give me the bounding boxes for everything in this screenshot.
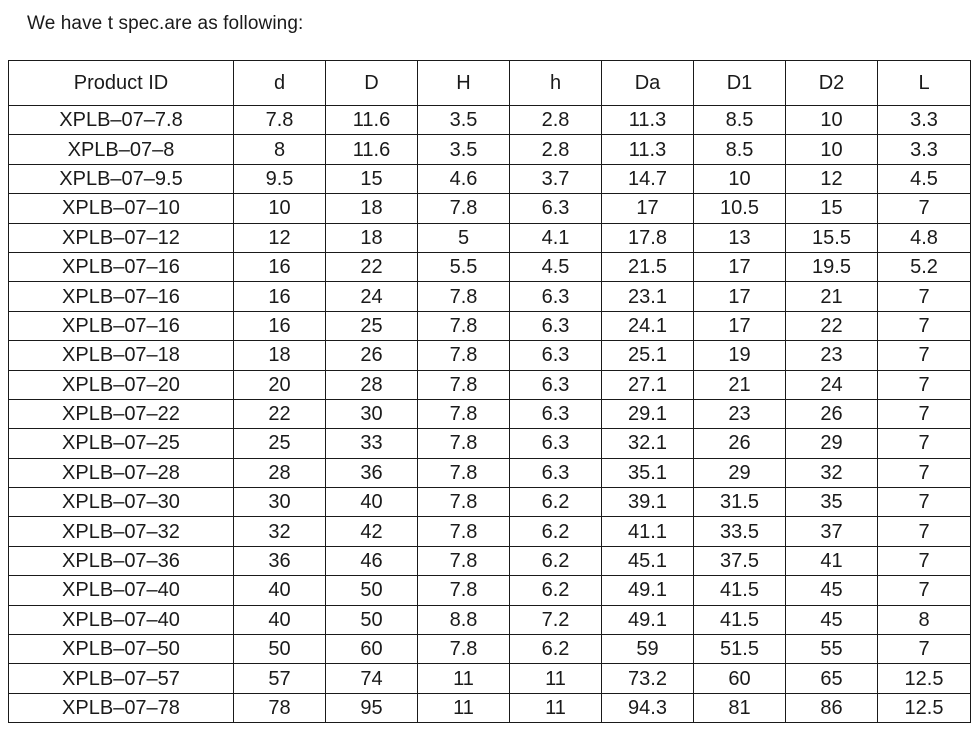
- table-cell: 31.5: [694, 488, 786, 517]
- table-cell: 19: [694, 341, 786, 370]
- table-cell: 18: [234, 341, 326, 370]
- table-cell: 33.5: [694, 517, 786, 546]
- table-cell: 17.8: [602, 223, 694, 252]
- table-cell: 41.5: [694, 576, 786, 605]
- table-cell: 7: [878, 546, 971, 575]
- table-cell: 81: [694, 693, 786, 722]
- product-id-cell: XPLB–07–22: [9, 399, 234, 428]
- table-row: [9, 399, 971, 428]
- table-row: [9, 488, 971, 517]
- table-cell: 37: [786, 517, 878, 546]
- table-cell: 7: [878, 429, 971, 458]
- table-cell: 50: [326, 576, 418, 605]
- table-cell: 25: [234, 429, 326, 458]
- table-cell: 17: [602, 194, 694, 223]
- table-cell: 7.8: [418, 429, 510, 458]
- table-cell: 37.5: [694, 546, 786, 575]
- table-row: [9, 282, 971, 311]
- table-cell: 7.8: [418, 546, 510, 575]
- table-cell: 12: [786, 164, 878, 193]
- table-cell: 15: [326, 164, 418, 193]
- table-cell: 21.5: [602, 252, 694, 281]
- table-cell: 8: [878, 605, 971, 634]
- table-cell: 8.8: [418, 605, 510, 634]
- table-cell: 42: [326, 517, 418, 546]
- table-cell: 7: [878, 488, 971, 517]
- table-cell: 22: [326, 252, 418, 281]
- table-cell: 7.8: [418, 341, 510, 370]
- table-cell: 11: [418, 693, 510, 722]
- table-cell: 16: [234, 311, 326, 340]
- table-cell: 11.3: [602, 135, 694, 164]
- table-cell: 6.3: [510, 458, 602, 487]
- table-cell: 3.5: [418, 135, 510, 164]
- product-id-cell: XPLB–07–25: [9, 429, 234, 458]
- product-id-cell: XPLB–07–7.8: [9, 106, 234, 135]
- product-id-cell: XPLB–07–9.5: [9, 164, 234, 193]
- table-row: [9, 106, 971, 135]
- table-cell: 26: [694, 429, 786, 458]
- table-cell: 49.1: [602, 605, 694, 634]
- table-cell: 23: [786, 341, 878, 370]
- table-cell: 12.5: [878, 693, 971, 722]
- product-id-cell: XPLB–07–50: [9, 635, 234, 664]
- table-cell: 45: [786, 605, 878, 634]
- table-cell: 8.5: [694, 106, 786, 135]
- table-cell: 86: [786, 693, 878, 722]
- spec-table: [8, 60, 971, 723]
- table-cell: 28: [326, 370, 418, 399]
- table-cell: 12: [234, 223, 326, 252]
- table-cell: 17: [694, 282, 786, 311]
- table-cell: 7.2: [510, 605, 602, 634]
- table-cell: 22: [234, 399, 326, 428]
- table-cell: 7.8: [418, 194, 510, 223]
- table-cell: 6.3: [510, 341, 602, 370]
- product-id-cell: XPLB–07–30: [9, 488, 234, 517]
- product-id-cell: XPLB–07–16: [9, 252, 234, 281]
- table-row: [9, 458, 971, 487]
- table-cell: 73.2: [602, 664, 694, 693]
- table-cell: 18: [326, 223, 418, 252]
- table-cell: 6.3: [510, 311, 602, 340]
- table-row: [9, 194, 971, 223]
- table-cell: 45.1: [602, 546, 694, 575]
- table-cell: 49.1: [602, 576, 694, 605]
- table-cell: 6.2: [510, 635, 602, 664]
- product-id-cell: XPLB–07–36: [9, 546, 234, 575]
- table-cell: 41: [786, 546, 878, 575]
- table-cell: 6.3: [510, 429, 602, 458]
- table-cell: 4.5: [878, 164, 971, 193]
- table-cell: 15.5: [786, 223, 878, 252]
- table-cell: 10: [786, 106, 878, 135]
- table-cell: 6.2: [510, 488, 602, 517]
- table-cell: 33: [326, 429, 418, 458]
- table-cell: 17: [694, 311, 786, 340]
- table-cell: 57: [234, 664, 326, 693]
- table-cell: 50: [234, 635, 326, 664]
- table-cell: 50: [326, 605, 418, 634]
- table-cell: 41.1: [602, 517, 694, 546]
- table-cell: 7: [878, 635, 971, 664]
- table-cell: 60: [694, 664, 786, 693]
- table-cell: 3.3: [878, 106, 971, 135]
- table-cell: 11.6: [326, 135, 418, 164]
- table-cell: 3.5: [418, 106, 510, 135]
- table-cell: 7.8: [418, 635, 510, 664]
- product-id-cell: XPLB–07–28: [9, 458, 234, 487]
- table-cell: 30: [234, 488, 326, 517]
- table-row: [9, 546, 971, 575]
- table-cell: 8.5: [694, 135, 786, 164]
- table-cell: 78: [234, 693, 326, 722]
- product-id-cell: XPLB–07–16: [9, 311, 234, 340]
- table-cell: 25.1: [602, 341, 694, 370]
- product-id-cell: XPLB–07–12: [9, 223, 234, 252]
- column-header-l: L: [878, 61, 971, 106]
- table-row: [9, 252, 971, 281]
- product-id-cell: XPLB–07–18: [9, 341, 234, 370]
- table-cell: 6.3: [510, 282, 602, 311]
- table-cell: 24: [786, 370, 878, 399]
- table-cell: 26: [786, 399, 878, 428]
- table-cell: 3.3: [878, 135, 971, 164]
- table-cell: 36: [234, 546, 326, 575]
- table-row: [9, 635, 971, 664]
- table-cell: 11: [510, 664, 602, 693]
- table-cell: 17: [694, 252, 786, 281]
- table-cell: 10: [786, 135, 878, 164]
- table-cell: 14.7: [602, 164, 694, 193]
- product-id-cell: XPLB–07–40: [9, 605, 234, 634]
- column-header-h-height: h: [510, 61, 602, 106]
- table-cell: 7.8: [234, 106, 326, 135]
- table-cell: 9.5: [234, 164, 326, 193]
- table-cell: 51.5: [694, 635, 786, 664]
- table-cell: 5.2: [878, 252, 971, 281]
- table-cell: 27.1: [602, 370, 694, 399]
- product-id-cell: XPLB–07–32: [9, 517, 234, 546]
- product-id-cell: XPLB–07–40: [9, 576, 234, 605]
- table-cell: 7.8: [418, 370, 510, 399]
- table-cell: 16: [234, 252, 326, 281]
- table-cell: 95: [326, 693, 418, 722]
- column-header-d-outer: D: [326, 61, 418, 106]
- table-cell: 60: [326, 635, 418, 664]
- table-cell: 7.8: [418, 458, 510, 487]
- table-cell: 29: [694, 458, 786, 487]
- table-cell: 10: [694, 164, 786, 193]
- table-cell: 6.2: [510, 576, 602, 605]
- table-cell: 2.8: [510, 106, 602, 135]
- table-cell: 55: [786, 635, 878, 664]
- table-header-row: [9, 61, 971, 106]
- table-cell: 7: [878, 194, 971, 223]
- table-cell: 13: [694, 223, 786, 252]
- table-cell: 45: [786, 576, 878, 605]
- product-id-cell: XPLB–07–10: [9, 194, 234, 223]
- table-cell: 4.8: [878, 223, 971, 252]
- table-cell: 35: [786, 488, 878, 517]
- table-row: [9, 664, 971, 693]
- table-cell: 7.8: [418, 311, 510, 340]
- table-cell: 29: [786, 429, 878, 458]
- table-cell: 32.1: [602, 429, 694, 458]
- product-id-cell: XPLB–07–78: [9, 693, 234, 722]
- table-cell: 7.8: [418, 576, 510, 605]
- table-row: [9, 370, 971, 399]
- table-row: [9, 429, 971, 458]
- table-cell: 19.5: [786, 252, 878, 281]
- column-header-d1: D1: [694, 61, 786, 106]
- table-cell: 94.3: [602, 693, 694, 722]
- table-cell: 7: [878, 311, 971, 340]
- product-id-cell: XPLB–07–16: [9, 282, 234, 311]
- table-cell: 11.3: [602, 106, 694, 135]
- table-cell: 22: [786, 311, 878, 340]
- table-row: [9, 576, 971, 605]
- table-row: [9, 341, 971, 370]
- table-cell: 46: [326, 546, 418, 575]
- table-cell: 20: [234, 370, 326, 399]
- table-cell: 11.6: [326, 106, 418, 135]
- table-cell: 40: [234, 605, 326, 634]
- table-cell: 16: [234, 282, 326, 311]
- table-row: [9, 311, 971, 340]
- table-body: [9, 106, 971, 723]
- table-cell: 4.6: [418, 164, 510, 193]
- column-header-d: d: [234, 61, 326, 106]
- product-id-cell: XPLB–07–20: [9, 370, 234, 399]
- table-cell: 36: [326, 458, 418, 487]
- table-cell: 7.8: [418, 517, 510, 546]
- table-row: [9, 223, 971, 252]
- table-cell: 23.1: [602, 282, 694, 311]
- table-row: [9, 693, 971, 722]
- table-cell: 18: [326, 194, 418, 223]
- column-header-da: Da: [602, 61, 694, 106]
- table-cell: 41.5: [694, 605, 786, 634]
- table-row: [9, 164, 971, 193]
- table-cell: 7.8: [418, 399, 510, 428]
- table-cell: 7: [878, 341, 971, 370]
- table-cell: 7: [878, 370, 971, 399]
- table-cell: 29.1: [602, 399, 694, 428]
- column-header-d2: D2: [786, 61, 878, 106]
- table-cell: 25: [326, 311, 418, 340]
- table-cell: 11: [510, 693, 602, 722]
- table-cell: 32: [786, 458, 878, 487]
- table-cell: 74: [326, 664, 418, 693]
- table-cell: 5: [418, 223, 510, 252]
- table-cell: 6.3: [510, 370, 602, 399]
- table-cell: 5.5: [418, 252, 510, 281]
- table-cell: 4.1: [510, 223, 602, 252]
- column-header-h: H: [418, 61, 510, 106]
- table-cell: 26: [326, 341, 418, 370]
- table-cell: 7: [878, 282, 971, 311]
- table-cell: 39.1: [602, 488, 694, 517]
- table-cell: 7: [878, 576, 971, 605]
- table-cell: 65: [786, 664, 878, 693]
- intro-text: We have t spec.are as following:: [27, 13, 304, 34]
- table-cell: 21: [786, 282, 878, 311]
- table-cell: 6.3: [510, 194, 602, 223]
- table-cell: 10.5: [694, 194, 786, 223]
- table-row: [9, 605, 971, 634]
- table-cell: 10: [234, 194, 326, 223]
- column-header-product-id: Product ID: [9, 61, 234, 106]
- table-cell: 6.2: [510, 546, 602, 575]
- table-cell: 7.8: [418, 282, 510, 311]
- table-cell: 15: [786, 194, 878, 223]
- table-cell: 24.1: [602, 311, 694, 340]
- table-cell: 3.7: [510, 164, 602, 193]
- table-cell: 40: [234, 576, 326, 605]
- table-row: [9, 135, 971, 164]
- product-id-cell: XPLB–07–8: [9, 135, 234, 164]
- table-cell: 35.1: [602, 458, 694, 487]
- table-row: [9, 517, 971, 546]
- table-cell: 7: [878, 458, 971, 487]
- table-cell: 24: [326, 282, 418, 311]
- table-cell: 30: [326, 399, 418, 428]
- table-cell: 40: [326, 488, 418, 517]
- table-cell: 59: [602, 635, 694, 664]
- table-cell: 12.5: [878, 664, 971, 693]
- table-cell: 6.2: [510, 517, 602, 546]
- table-cell: 8: [234, 135, 326, 164]
- table-cell: 11: [418, 664, 510, 693]
- table-cell: 21: [694, 370, 786, 399]
- table-cell: 6.3: [510, 399, 602, 428]
- product-id-cell: XPLB–07–57: [9, 664, 234, 693]
- table-cell: 2.8: [510, 135, 602, 164]
- table-cell: 4.5: [510, 252, 602, 281]
- table-cell: 28: [234, 458, 326, 487]
- table-cell: 7: [878, 517, 971, 546]
- table-cell: 7.8: [418, 488, 510, 517]
- table-cell: 32: [234, 517, 326, 546]
- table-cell: 7: [878, 399, 971, 428]
- table-cell: 23: [694, 399, 786, 428]
